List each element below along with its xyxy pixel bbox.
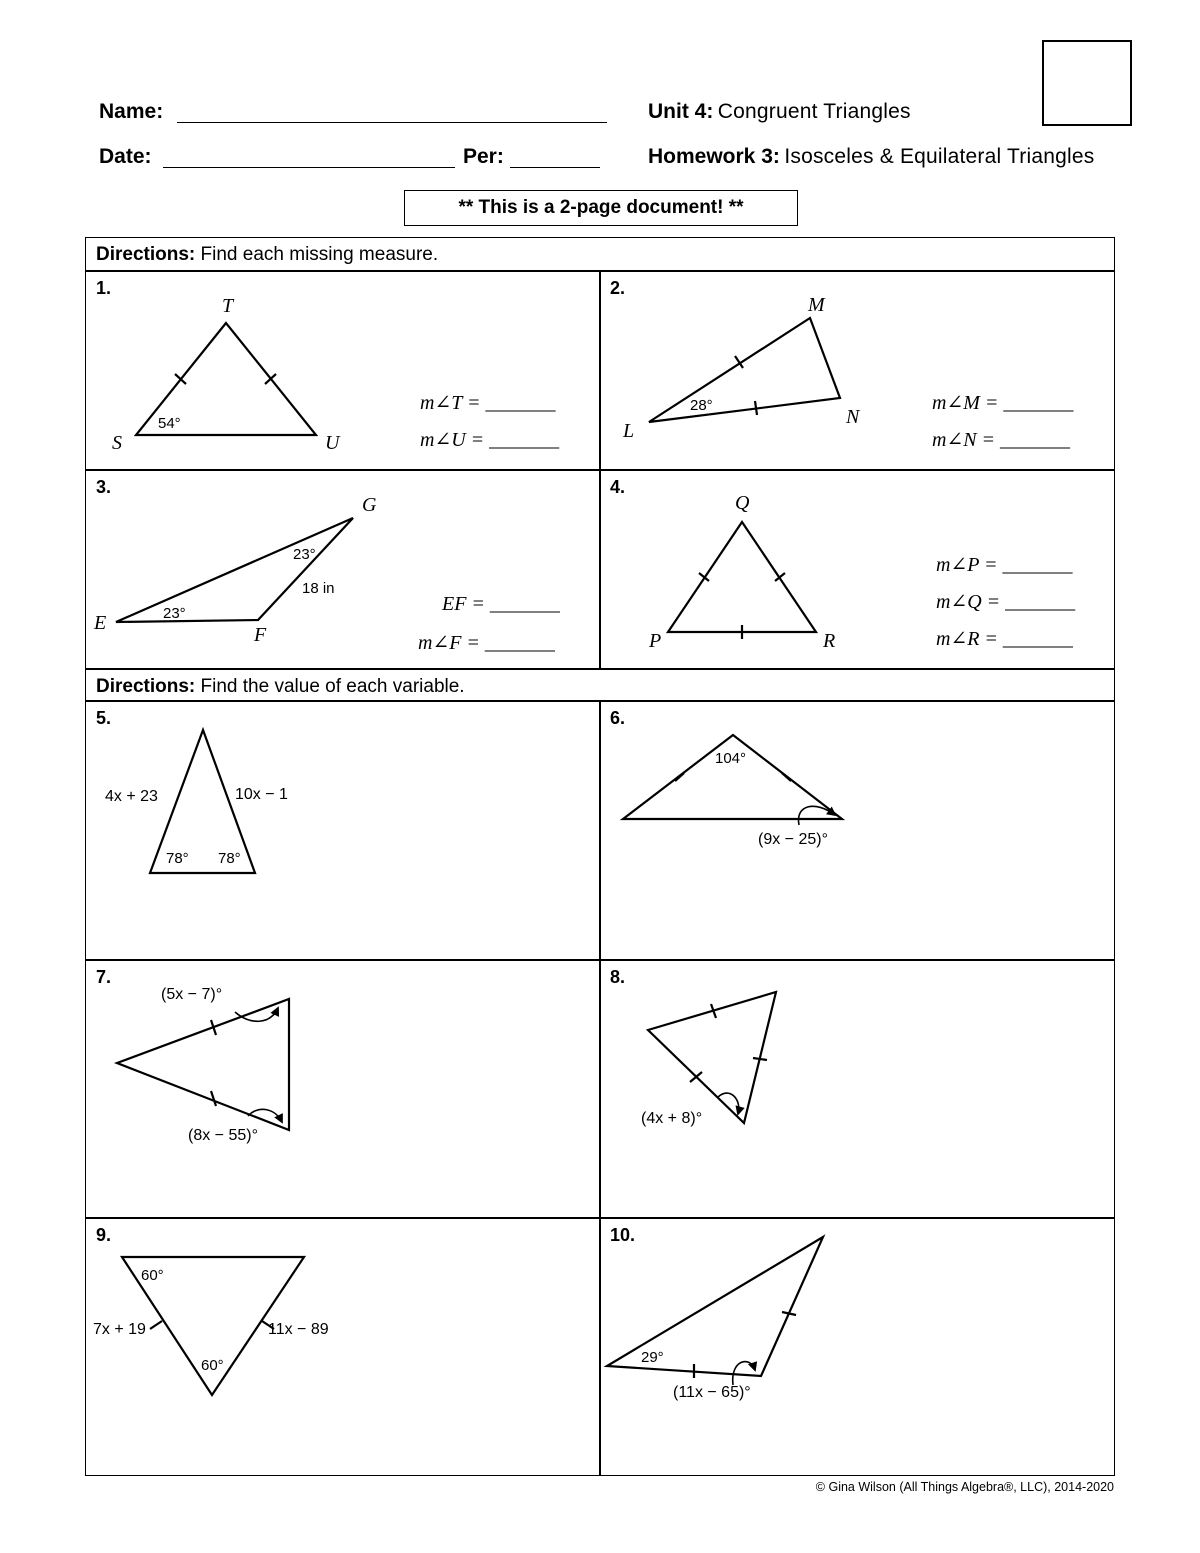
answer-line[interactable]: m∠F = _______ <box>418 632 555 654</box>
vertex-label: P <box>649 630 662 652</box>
angle-label: 78° <box>166 850 189 867</box>
problem-number: 2. <box>610 278 626 298</box>
side-label: 4x + 23 <box>105 788 158 805</box>
answer-line[interactable]: m∠U = _______ <box>420 429 560 451</box>
notice-banner: ** This is a 2-page document! ** <box>404 190 798 226</box>
triangle-3 <box>116 518 353 622</box>
vertex-label: S <box>112 432 122 454</box>
problem-number: 7. <box>96 967 112 987</box>
angle-label: 54° <box>158 415 181 432</box>
answer-line[interactable]: m∠Q = _______ <box>936 591 1076 613</box>
directions-1: Directions: Find each missing measure. <box>96 244 439 265</box>
angle-label: 78° <box>218 850 241 867</box>
angle-label: 60° <box>201 1357 224 1374</box>
answer-line[interactable]: m∠R = _______ <box>936 628 1073 650</box>
angle-expression: (5x − 7)° <box>161 986 223 1003</box>
vertex-label: T <box>222 295 234 317</box>
per-label: Per: <box>463 145 504 168</box>
answer-line[interactable]: m∠N = _______ <box>932 429 1071 451</box>
answer-line[interactable]: m∠T = _______ <box>420 392 556 414</box>
angle-label: 23° <box>293 546 316 563</box>
vertex-label: E <box>94 612 107 634</box>
angle-label: 23° <box>163 605 186 622</box>
answer-line[interactable]: EF = _______ <box>442 593 560 615</box>
vertex-label: M <box>808 294 825 316</box>
triangle-10 <box>607 1237 823 1376</box>
vertex-label: L <box>623 420 635 442</box>
problem-number: 4. <box>610 477 626 497</box>
problem-number: 5. <box>96 708 112 728</box>
vertex-label: R <box>823 630 836 652</box>
angle-label: 28° <box>690 397 713 414</box>
vertex-label: N <box>846 406 860 428</box>
angle-expression: (9x − 25)° <box>758 831 828 848</box>
triangle-4 <box>668 522 816 632</box>
copyright-footer: © Gina Wilson (All Things Algebra®, LLC), 2014-2020 <box>815 1480 1114 1494</box>
vertex-label: U <box>325 432 340 454</box>
angle-label: 60° <box>141 1267 164 1284</box>
answer-line[interactable]: m∠P = _______ <box>936 554 1073 576</box>
angle-expression: (4x + 8)° <box>641 1110 703 1127</box>
triangle-2 <box>649 318 840 422</box>
side-label: 10x − 1 <box>235 786 288 803</box>
angle-label: 104° <box>715 750 747 767</box>
unit-title: Unit 4: Congruent Triangles <box>648 100 911 123</box>
directions-2: Directions: Find the value of each variable. <box>96 676 465 697</box>
vertex-label: G <box>362 494 377 516</box>
homework-title: Homework 3: Isosceles & Equilateral Triangles <box>648 145 1095 168</box>
side-label: 11x − 89 <box>268 1321 329 1338</box>
problem-number: 1. <box>96 278 112 298</box>
vertex-label: F <box>254 624 267 646</box>
angle-expression: (11x − 65)° <box>673 1384 751 1401</box>
angle-expression: (8x − 55)° <box>188 1127 258 1144</box>
problem-number: 10. <box>610 1225 636 1245</box>
side-label: 7x + 19 <box>93 1321 146 1338</box>
triangle-7 <box>117 999 289 1130</box>
problem-number: 8. <box>610 967 626 987</box>
name-label: Name: <box>99 100 164 123</box>
answer-line[interactable]: m∠M = _______ <box>932 392 1074 414</box>
side-label: 18 in <box>302 580 335 597</box>
angle-label: 29° <box>641 1349 664 1366</box>
date-label: Date: <box>99 145 152 168</box>
problem-number: 6. <box>610 708 626 728</box>
vertex-label: Q <box>735 492 750 514</box>
problem-number: 3. <box>96 477 112 497</box>
problem-number: 9. <box>96 1225 112 1245</box>
